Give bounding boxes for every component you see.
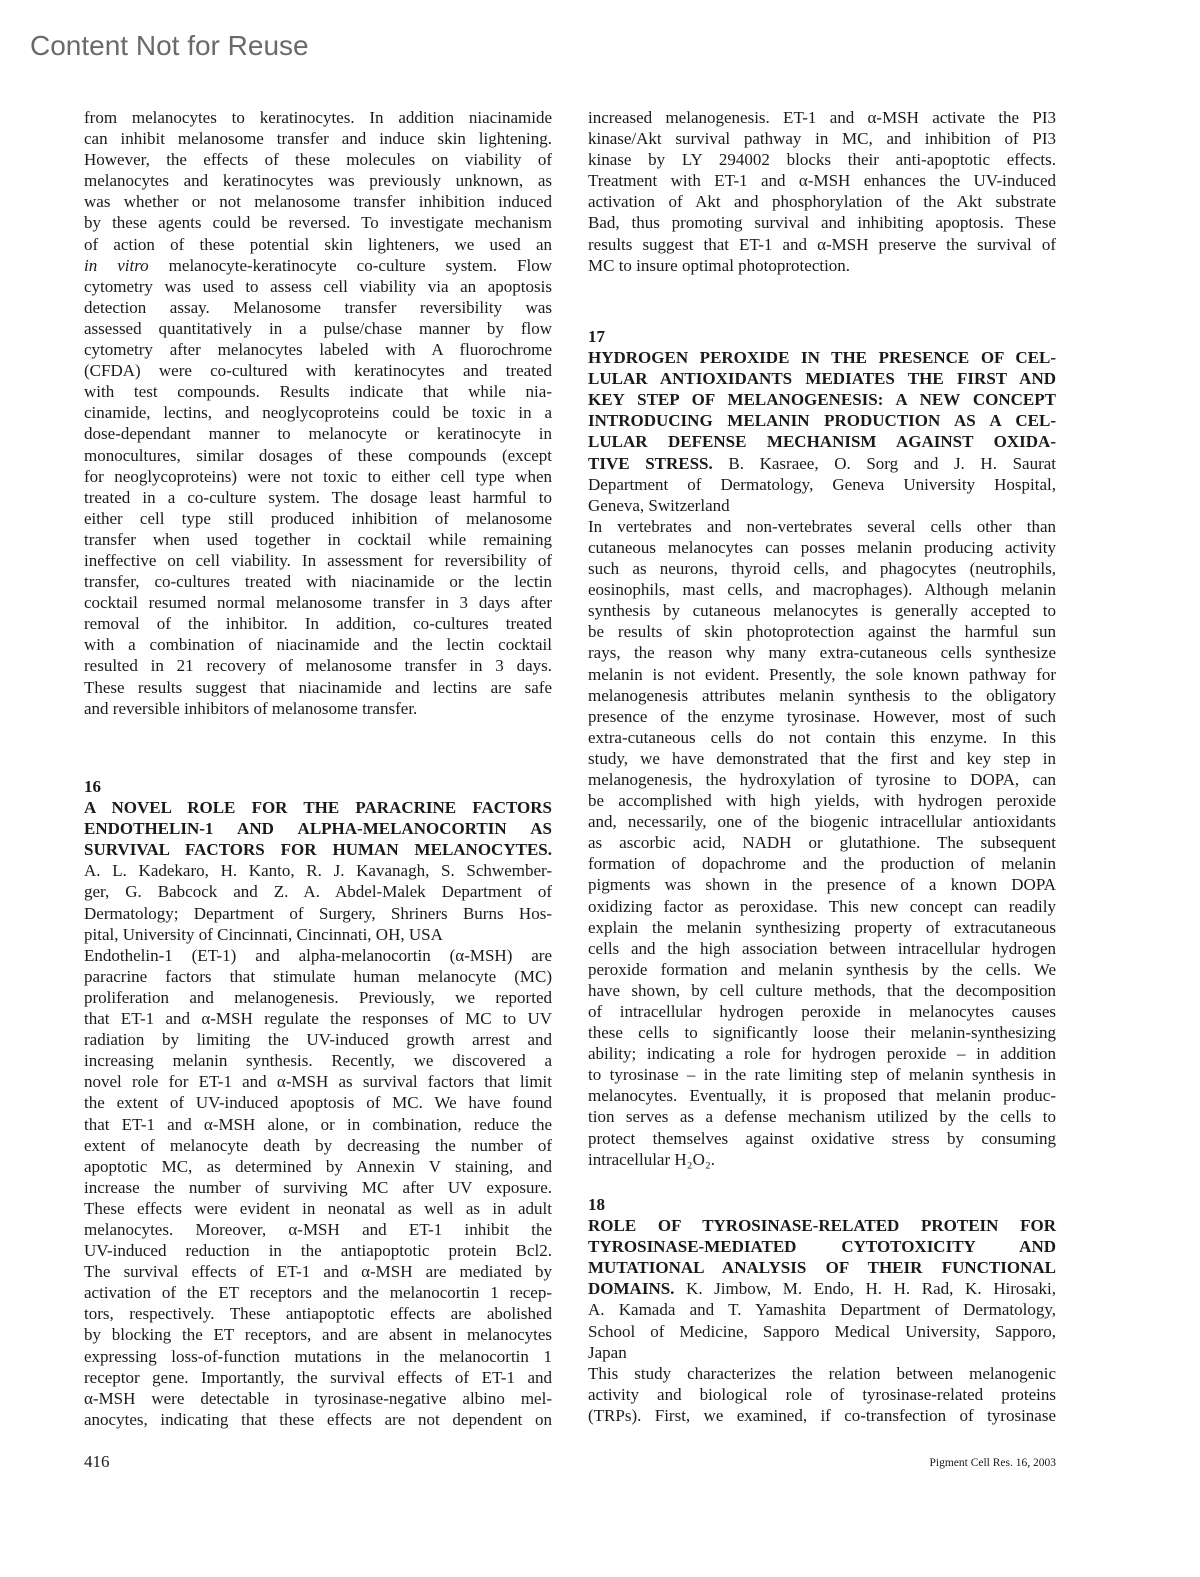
text-line: detection assay. Melanosome transfer reversibility was	[84, 297, 552, 317]
text-line: transfer when used together in cocktail while remaining	[84, 529, 552, 549]
text-line: ability; indicating a role for hydrogen peroxide – in addition	[588, 1044, 1056, 1064]
text-line: cocktail resumed normal melanosome transfer in 3 days after	[84, 593, 552, 613]
text-line: have shown, by cell culture methods, that the decomposition	[588, 980, 1056, 1000]
text-line: (CFDA) were co-cultured with keratinocytes and treated	[84, 361, 552, 381]
text-line: A. L. Kadekaro, H. Kanto, R. J. Kavanagh, S. Schwember-	[84, 861, 552, 881]
title-line: TYROSINASE-MEDIATED CYTOTOXICITY AND	[588, 1237, 1056, 1257]
text-line: cells and the high association between intracellular hydrogen	[588, 938, 1056, 958]
title-line: INTRODUCING MELANIN PRODUCTION AS A CEL-	[588, 411, 1056, 431]
text-line: was whether or not melanosome transfer inhibition induced	[84, 192, 552, 212]
text-line: formation of dopachrome and the production of melanin	[588, 854, 1056, 874]
text-line: rays, the reason why many extra-cutaneous cells synthesize	[588, 643, 1056, 663]
text-line: melanin is not evident. Presently, the sole known pathway for	[588, 664, 1056, 684]
text-line: study, we have demonstrated that the first and key step in	[588, 748, 1056, 768]
text-line: melanogenesis, the hydroxylation of tyrosine to DOPA, can	[588, 769, 1056, 789]
text-line: can inhibit melanosome transfer and induce skin lightening.	[84, 129, 552, 149]
text-line: activation of the ET receptors and the melanocortin 1 recep-	[84, 1283, 552, 1303]
text-line: kinase/Akt survival pathway in MC, and inhibition of PI3	[588, 129, 1056, 149]
text-line: dose-dependant manner to melanocyte or keratinocyte in	[84, 424, 552, 444]
text-line: Japan	[588, 1342, 627, 1362]
text-line: DOMAINS. K. Jimbow, M. Endo, H. H. Rad, K. Hirosaki,	[588, 1279, 1056, 1299]
text-line: intracellular H₂O₂.	[588, 1149, 716, 1169]
text-line: monocultures, similar dosages of these compounds (except	[84, 445, 552, 465]
text-line: ineffective on cell viability. In assessment for reversibility of	[84, 550, 552, 570]
abstract-15-continuation	[84, 107, 552, 719]
text-line: anocytes, indicating that these effects are not dependent on	[84, 1409, 552, 1429]
text-line: α-MSH were detectable in tyrosinase-negative albino mel-	[84, 1388, 552, 1408]
text-line: These results suggest that niacinamide and lectins are safe	[84, 677, 552, 697]
text-line: resulted in 21 recovery of melanosome transfer in 3 days.	[84, 656, 552, 676]
abstract-number: 18	[588, 1195, 605, 1214]
page-number: 416	[84, 1452, 110, 1471]
text-line: with test compounds. Results indicate that while nia-	[84, 382, 552, 402]
text-line: oxidizing factor as peroxidase. This new concept can readily	[588, 896, 1056, 916]
text-line: cytometry after melanocytes labeled with A fluorochrome	[84, 340, 552, 360]
text-line: expressing loss-of-function mutations in the melanocortin 1	[84, 1346, 552, 1366]
text-line: tors, respectively. These antiapoptotic effects are abolished	[84, 1304, 552, 1324]
text-line: peroxide formation and melanin synthesis by the cells. We	[588, 959, 1056, 979]
text-line: activation of Akt and phosphorylation of the Akt substrate	[588, 192, 1056, 212]
text-line: Bad, thus promoting survival and inhibiting apoptosis. These	[588, 213, 1056, 233]
text-line: in vitro melanocyte-keratinocyte co-culture system. Flow	[84, 255, 552, 275]
text-line: TIVE STRESS. B. Kasraee, O. Sorg and J. H. Saurat	[588, 453, 1057, 473]
text-line: apoptotic MC, as determined by Annexin V staining, and	[84, 1156, 552, 1176]
text-line: melanogenesis attributes melanin synthesis to the obligatory	[588, 685, 1056, 705]
text-line: extent of melanocyte death by decreasing the number of	[84, 1135, 552, 1155]
text-line: Treatment with ET-1 and α-MSH enhances the UV-induced	[588, 171, 1056, 191]
title-line: KEY STEP OF MELANOGENESIS: A NEW CONCEPT	[588, 390, 1056, 410]
text-line: these cells to significantly loose their melanin-synthesizing	[588, 1023, 1056, 1043]
watermark: Content Not for Reuse	[30, 30, 309, 61]
text-line: activity and biological role of tyrosinase-related proteins	[588, 1384, 1056, 1404]
text-line: Geneva, Switzerland	[588, 495, 730, 515]
text-line: synthesis by cutaneous melanocytes is generally accepted to	[588, 601, 1056, 621]
text-line: by blocking the ET receptors, and are absent in melanocytes	[84, 1325, 552, 1345]
text-line: A. Kamada and T. Yamashita Department of Dermatology,	[588, 1300, 1056, 1320]
text-line: novel role for ET-1 and α-MSH as survival factors that limit	[84, 1072, 552, 1092]
text-line: Department of Dermatology, Geneva University Hospital,	[588, 474, 1056, 494]
text-line: results suggest that ET-1 and α-MSH preserve the survival of	[588, 234, 1056, 254]
text-line: presence of the enzyme tyrosinase. However, most of such	[588, 706, 1056, 726]
title-line: LULAR ANTIOXIDANTS MEDIATES THE FIRST AND	[588, 369, 1056, 389]
text-line: extra-cutaneous cells do not contain this enzyme. In this	[588, 727, 1056, 747]
text-line: melanocytes and keratinocytes was previously unknown, as	[84, 171, 552, 191]
text-line: the extent of UV-induced apoptosis of MC. We have found	[84, 1093, 552, 1113]
journal-citation: Pigment Cell Res. 16, 2003	[929, 1457, 1056, 1469]
text-line: In vertebrates and non-vertebrates several cells other than	[588, 516, 1056, 536]
text-line: tion serves as a defense mechanism utilized by the cells to	[588, 1107, 1056, 1127]
text-line: kinase by LY 294002 blocks their anti-apoptotic effects.	[588, 150, 1056, 170]
title-line: HYDROGEN PEROXIDE IN THE PRESENCE OF CEL-	[588, 348, 1056, 368]
text-line: melanocytes. Eventually, it is proposed that melanin produc-	[588, 1086, 1056, 1106]
text-line: ger, G. Babcock and Z. A. Abdel-Malek Department of	[84, 882, 552, 902]
text-line: pigments was shown in the presence of a known DOPA	[588, 875, 1056, 895]
text-line: cinamide, lectins, and neoglycoproteins could be toxic in a	[84, 403, 552, 423]
text-line: MC to insure optimal photoprotection.	[588, 255, 851, 275]
text-line: eosinophils, mast cells, and macrophages). Although melanin	[588, 580, 1056, 600]
text-line: proliferation and melanogenesis. Previously, we reported	[84, 987, 552, 1007]
text-line: increasing melanin synthesis. Recently, we discovered a	[84, 1051, 552, 1071]
text-line: UV-induced reduction in the antiapoptotic protein Bcl2.	[84, 1241, 552, 1261]
text-line: of intracellular hydrogen peroxide in melanocytes causes	[588, 1002, 1056, 1021]
abstract-18	[588, 1194, 1056, 1426]
text-line: either cell type still produced inhibition of melanosome	[84, 508, 552, 528]
text-line: Dermatology; Department of Surgery, Shriners Burns Hos-	[84, 903, 552, 923]
text-line: transfer, co-cultures treated with niacinamide or the lectin	[84, 572, 552, 592]
text-line: to tyrosinase – in the rate limiting step of melanin synthesis in	[588, 1065, 1056, 1085]
abstract-16-continuation	[588, 107, 1056, 276]
text-line: for neoglycoproteins) were not toxic to either cell type when	[84, 466, 552, 486]
text-line: School of Medicine, Sapporo Medical University, Sapporo,	[588, 1321, 1056, 1341]
text-line: as ascorbic acid, NADH or glutathione. The subsequent	[588, 833, 1056, 853]
text-line: that ET-1 and α-MSH alone, or in combination, reduce the	[84, 1114, 552, 1134]
abstract-17	[588, 326, 1056, 1170]
abstract-number: 16	[84, 777, 101, 796]
text-line: and reversible inhibitors of melanosome transfer.	[84, 698, 418, 718]
text-line: by these agents could be reversed. To investigate mechanism	[84, 213, 552, 233]
text-line: such as neurons, thyroid cells, and phagocytes (neutrophils,	[588, 559, 1056, 579]
text-line: that ET-1 and α-MSH regulate the responses of MC to UV	[84, 1009, 552, 1029]
title-line: A NOVEL ROLE FOR THE PARACRINE FACTORS	[84, 798, 552, 818]
text-line: removal of the inhibitor. In addition, co-cultures treated	[84, 614, 552, 634]
text-line: cutaneous melanocytes can posses melanin producing activity	[588, 537, 1056, 557]
text-line: pital, University of Cincinnati, Cincinnati, OH, USA	[84, 924, 443, 944]
text-line: with a combination of niacinamide and the lectin cocktail	[84, 635, 552, 655]
text-line: This study characterizes the relation between melanogenic	[588, 1363, 1056, 1383]
text-line: increase the number of surviving MC after UV exposure.	[84, 1177, 552, 1197]
text-line: be results of skin photoprotection against the harmful sun	[588, 622, 1056, 642]
abstract-number: 17	[588, 327, 605, 346]
title-line: ROLE OF TYROSINASE-RELATED PROTEIN FOR	[588, 1216, 1056, 1236]
text-line: and, necessarily, one of the biogenic intracellular antioxidants	[588, 812, 1056, 832]
title-line: MUTATIONAL ANALYSIS OF THEIR FUNCTIONAL	[588, 1258, 1056, 1278]
text-line: (TRPs). First, we examined, if co-transfection of tyrosinase	[588, 1405, 1056, 1425]
title-line: LULAR DEFENSE MECHANISM AGAINST OXIDA-	[588, 432, 1056, 452]
text-line: explain the melanin synthesizing property of extracutaneous	[588, 917, 1056, 937]
text-line: melanocytes. Moreover, α-MSH and ET-1 inhibit the	[84, 1219, 552, 1239]
text-line: However, the effects of these molecules on viability of	[84, 150, 552, 170]
text-line: from melanocytes to keratinocytes. In addition niacinamide	[84, 108, 552, 127]
text-line: cytometry was used to assess cell viability via an apoptosis	[84, 276, 552, 296]
text-line: paracrine factors that stimulate human melanocyte (MC)	[84, 966, 552, 986]
text-line: These effects were evident in neonatal as well as in adult	[84, 1198, 552, 1218]
title-line: ENDOTHELIN-1 AND ALPHA-MELANOCORTIN AS	[84, 819, 552, 839]
text-line: protect themselves against oxidative stress by consuming	[588, 1128, 1056, 1148]
text-line: increased melanogenesis. ET-1 and α-MSH activate the PI3	[588, 108, 1056, 127]
text-line: receptor gene. Importantly, the survival effects of ET-1 and	[84, 1367, 552, 1387]
text-line: be accomplished with high yields, with hydrogen peroxide	[588, 791, 1056, 811]
text-line: Endothelin-1 (ET-1) and alpha-melanocortin (α-MSH) are	[84, 945, 552, 965]
text-line: of action of these potential skin lighteners, we used an	[84, 234, 552, 254]
text-line: treated in a co-culture system. The dosage least harmful to	[84, 487, 552, 507]
text-line: radiation by limiting the UV-induced growth arrest and	[84, 1030, 552, 1050]
text-line: assessed quantitatively in a pulse/chase manner by flow	[84, 318, 552, 338]
text-line: The survival effects of ET-1 and α-MSH are mediated by	[84, 1262, 552, 1282]
title-line: SURVIVAL FACTORS FOR HUMAN MELANOCYTES.	[84, 840, 552, 860]
abstract-16	[84, 776, 552, 1430]
